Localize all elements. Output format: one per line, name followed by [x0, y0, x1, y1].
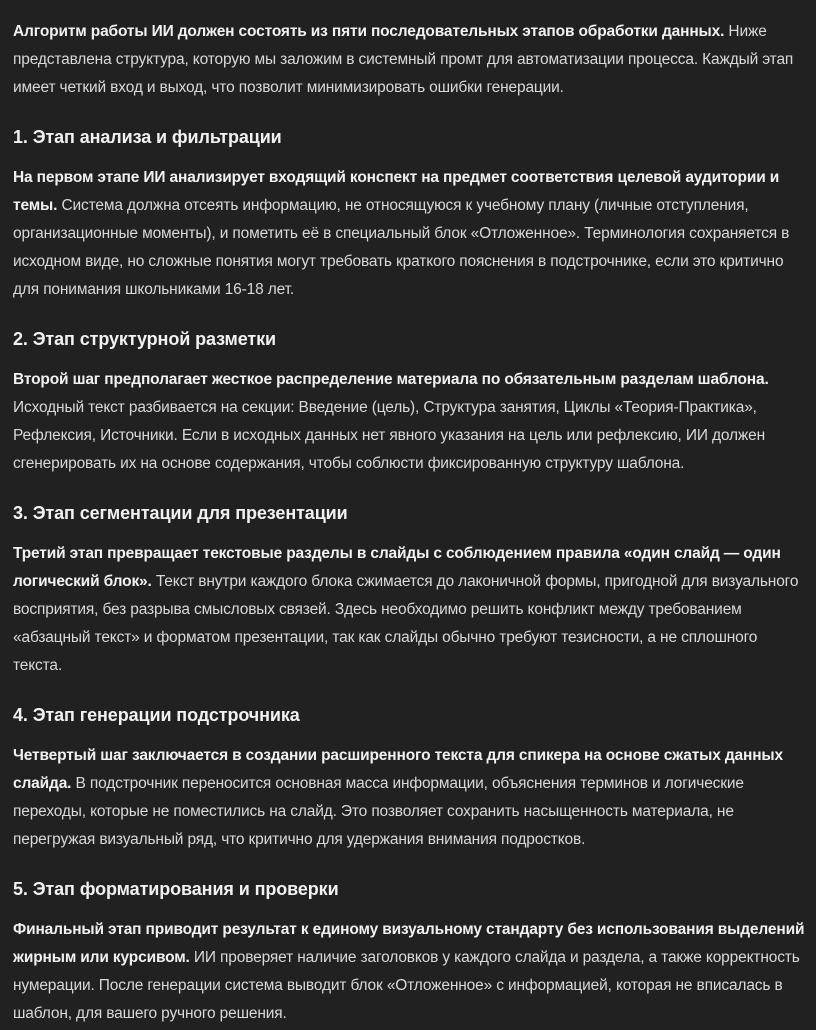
intro-paragraph — [13, 18, 808, 102]
section-3-body-text: Текст внутри каждого блока сжимается до лаконичной формы, пригодной для визуального восприятия, без разрыва смысловых связей. Здесь необходимо решить конфликт между требованием «абзацный текст» и форматом презентации, так как слайды обычно требуют тезисности, а не сплошного текста. — [13, 573, 799, 674]
section-paragraph-5 — [13, 916, 808, 1028]
section-heading-4: 4. Этап генерации подстрочника — [13, 705, 300, 725]
intro-body-text: Ниже представлена структура, которую мы заложим в системный промт для автоматизации процесса. Каждый этап имеет четкий вход и выход, что позволит минимизировать ошибки генерации. — [13, 23, 794, 96]
section-paragraph-4 — [13, 742, 808, 854]
section-heading-5: 5. Этап форматирования и проверки — [13, 879, 339, 899]
section-2-lead-sentence: Второй шаг предполагает жесткое распределение материала по обязательным разделам шаблона. — [13, 371, 769, 388]
section-heading-1: 1. Этап анализа и фильтрации — [13, 127, 282, 147]
section-heading-3: 3. Этап сегментации для презентации — [13, 503, 348, 523]
section-4-lead-sentence: Четвертый шаг заключается в создании расширенного текста для спикера на основе сжатых данных слайда. — [13, 747, 783, 792]
section-2-body-text: Исходный текст разбивается на секции: Введение (цель), Структура занятия, Циклы «Теория-Практика», Рефлексия, Источники. Если в исходных данных нет явного указания на цель или рефлексию, ИИ должен сгенерировать их на основе содержания, чтобы соблюсти фиксированную структуру шаблона. — [13, 399, 766, 472]
section-1-lead-sentence: На первом этапе ИИ анализирует входящий конспект на предмет соответствия целевой аудитории и темы. — [13, 169, 780, 214]
section-3-lead-sentence: Третий этап превращает текстовые разделы в слайды с соблюдением правила «один слайд — один логический блок». — [13, 545, 781, 590]
section-5-lead-sentence: Финальный этап приводит результат к единому визуальному стандарту без использования выделений жирным или курсивом. — [13, 921, 805, 966]
section-4-body-text: В подстрочник переносится основная масса информации, объяснения терминов и логические переходы, которые не поместились на слайд. Это позволяет сохранить насыщенность материала, не перегружая визуальный ряд, что критично для удержания внимания подростков. — [13, 775, 744, 848]
section-paragraph-1 — [13, 164, 808, 304]
section-1-body-text: Система должна отсеять информацию, не относящуюся к учебному плану (личные отступления, организационные моменты), и пометить её в специальный блок «Отложенное». Терминология сохраняется в исходном виде, но сложные понятия могут требовать краткого пояснения в подстрочнике, если это критично для понимания школьниками 16-18 лет. — [13, 197, 790, 298]
section-5-body-text: ИИ проверяет наличие заголовков у каждого слайда и раздела, а также корректность нумерации. После генерации система выводит блок «Отложенное» с информацией, которая не вписалась в шаблон, для вашего ручного решения. — [13, 949, 800, 1022]
section-paragraph-2 — [13, 366, 808, 478]
section-heading-2: 2. Этап структурной разметки — [13, 329, 276, 349]
intro-lead-sentence: Алгоритм работы ИИ должен состоять из пяти последовательных этапов обработки данных. — [13, 23, 725, 40]
section-paragraph-3 — [13, 540, 808, 680]
